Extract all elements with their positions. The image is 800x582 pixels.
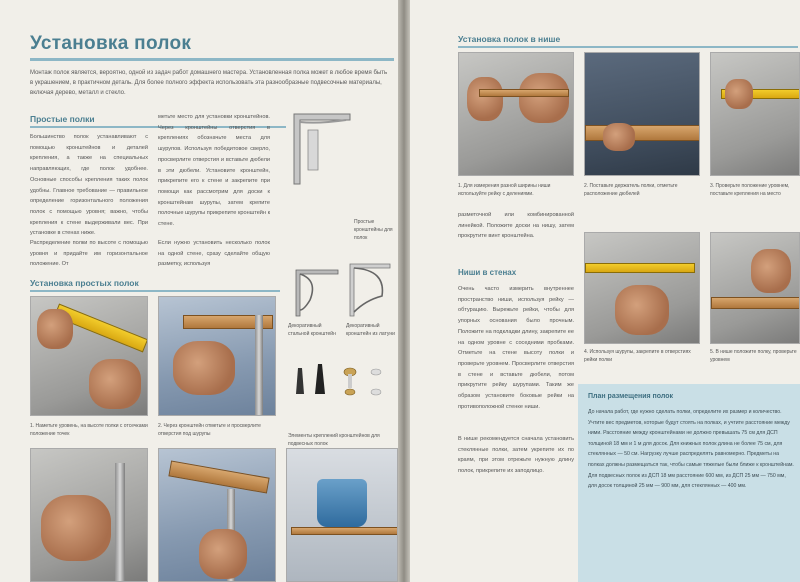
hand-image — [173, 341, 235, 395]
niche-step-3-photo — [710, 52, 800, 176]
hand-image — [603, 123, 635, 151]
step-1-caption: 1. Наметьте уровень, на высоте полки с отсечками положение точек — [30, 423, 148, 437]
niches-text: Очень часто измерить внутреннее пространство ниши, используя рейку — обтурацию. Вырежьте рейки, чтобы для упорных основания было прочным. Положите на подкладки длину, закрепите ее на одном уровне с соседними пробками. Отметьте на стене высоту полки и проверьте уровнем. Просверлите отверстия в стене и вставьте дюбели, потом прикрутите рейку шурупами. Таким же образом установите боковые рейки на противоположной стенке ниши. — [458, 286, 574, 410]
bracket-caption-steel: Декоративный стальной кронштейн — [288, 323, 336, 337]
column-1-tail: Распределение полки по высоте с помощью уровня и придайте им горизонтальное положение. От — [30, 240, 148, 268]
niche-step-2-caption: 2. Поставьте держатель полки, отметьте расположение дюбелей — [584, 183, 678, 197]
niche-step-3-caption: 3. Проверьте положение уровнем, поставьте крепления на место — [710, 183, 790, 197]
niche-step-4-caption: 4. Используя шурупы, закрепите в отверстиях рейки полки — [584, 349, 691, 363]
hand-image — [199, 529, 247, 579]
fittings-illustration — [292, 356, 396, 406]
title-rule — [30, 58, 394, 61]
hand-image — [615, 285, 669, 335]
step-3-photo — [30, 448, 148, 582]
decorative-steel-bracket-illustration — [292, 266, 342, 320]
wall-rail — [115, 463, 125, 582]
hand-image — [519, 73, 569, 123]
niche-step-2-photo — [584, 52, 700, 176]
column-2-tail: Если нужно установить несколько полок на одной стене, сразу сделайте общую разметку, используя — [158, 240, 270, 268]
column-1-text: Большинство полок устанавливают с помощью кронштейнов и деталей крепления, а также на специальных направляющих, где полок удобнее. Основные способы крепления таких полок удобны. Главное требование — правильное определение горизонтального положения полок с помощью уровня; важно, чтобы крепления к стене выдерживали вес. При установке в стенах ниже. — [30, 134, 148, 237]
shelf-board — [168, 460, 269, 493]
finished-shelf-photo — [286, 448, 398, 582]
niche-intro-text: разметочной или комбинированной линейкой. Положите доски на нишу, затем прокрутите винт кронштейна. — [458, 212, 574, 240]
book-gutter — [398, 0, 410, 582]
section-rule — [458, 46, 798, 48]
spirit-level — [585, 263, 695, 273]
niche-step-1-caption: 1. Для измерения разной ширины ниши используйте рейку с делениями. — [458, 183, 551, 197]
niches-text-continued: В нише рекомендуется сначала установить стеклянные полки, затем укрепите их по краям, при этом отрежьте нужную длину полок, прикрепите их заподлицо. — [458, 436, 574, 475]
step-2-photo — [158, 296, 276, 416]
hand-image — [89, 359, 141, 409]
decorative-brass-bracket-illustration — [346, 260, 394, 320]
hand-image — [37, 309, 73, 349]
hand-image — [751, 249, 791, 293]
step-2-caption: 2. Через кронштейн отметьте и просверлите отверстия под шурупы — [158, 423, 261, 437]
lead-paragraph: Монтаж полок является, вероятно, одной из задач работ домашнего мастера. Установленная полка может в любое время быть в украшением, в практичном деталь. Для более полного эффекта использовать эта разнообразные подвесочные материалы, включая дерево, металл и стекло. — [30, 70, 388, 96]
step-4-photo — [158, 448, 276, 582]
hand-image — [725, 79, 753, 109]
simple-bracket-illustration — [288, 110, 356, 190]
blue-vase — [317, 479, 367, 527]
section-heading-wall-niches: Ниши в стенах — [458, 268, 517, 277]
measuring-rod — [479, 89, 569, 97]
section-rule — [30, 290, 280, 292]
niche-step-5-photo — [710, 232, 800, 344]
column-2-text: метьте место для установки кронштейнов. Через кронштейны отверстия в креплениях обозначьте места для шурупов. Используя победитовое сверло, просверлите отверстия и вставьте дюбели в эти дюбели. Установите кронштейн, прикрепите его к стене и закрепите при помощи как рассмотрим для доски к кронштейнам шурупы, затем крепите полочные шурупы прикрепите кронштейн к стене. — [158, 114, 270, 228]
niche-step-1-photo — [458, 52, 574, 176]
left-page — [0, 0, 398, 582]
bracket-caption-simple: Простые кронштейны для полок — [354, 219, 393, 241]
niche-step-5-caption: 5. В нише положите полку, проверьте уровнем — [710, 349, 797, 363]
hand-image — [467, 77, 503, 121]
fittings-caption: Элементы креплений кронштейнов для подвесных полок — [288, 433, 380, 447]
shelf-board — [291, 527, 398, 535]
bracket-caption-brass: Декоративный кронштейн из латуни — [346, 323, 395, 337]
shelf-board — [711, 297, 800, 309]
plan-text: До начала работ, где нужно сделать полки, определите их размер и количество. Учтите вес предметов, которые будут стоять на полках, и учтите расстояние между ними. Расстояние между кронштейнами не должно превышать 75 см для ДСП толщиной 18 мм и 1 м для досок. Для книжных полок длина не более 75 см, для стеклянных — 50 см. Нагрузку лучше распределять равномерно. Предметы на полках должны размещаться так, чтобы самые тяжелые были ближе к кронштейнам. Для подвесных полок из ДСП 18 мм расстояние 600 мм, из ДСП 25 мм — 750 мм, для досок толщиной 25 мм — 900 мм, для стеклянных — 400 мм. — [588, 409, 794, 490]
section-heading-niche-shelves: Установка полок в нише — [458, 34, 561, 44]
plan-title: План размещения полок — [588, 393, 673, 400]
section-heading-installing-simple-shelves: Установка простых полок — [30, 278, 139, 288]
hand-image — [41, 495, 111, 561]
wall-rail — [255, 315, 263, 415]
niche-step-4-photo — [584, 232, 700, 344]
section-heading-simple-shelves: Простые полки — [30, 114, 95, 124]
page-title: Установка полок — [30, 33, 192, 54]
step-1-photo — [30, 296, 148, 416]
